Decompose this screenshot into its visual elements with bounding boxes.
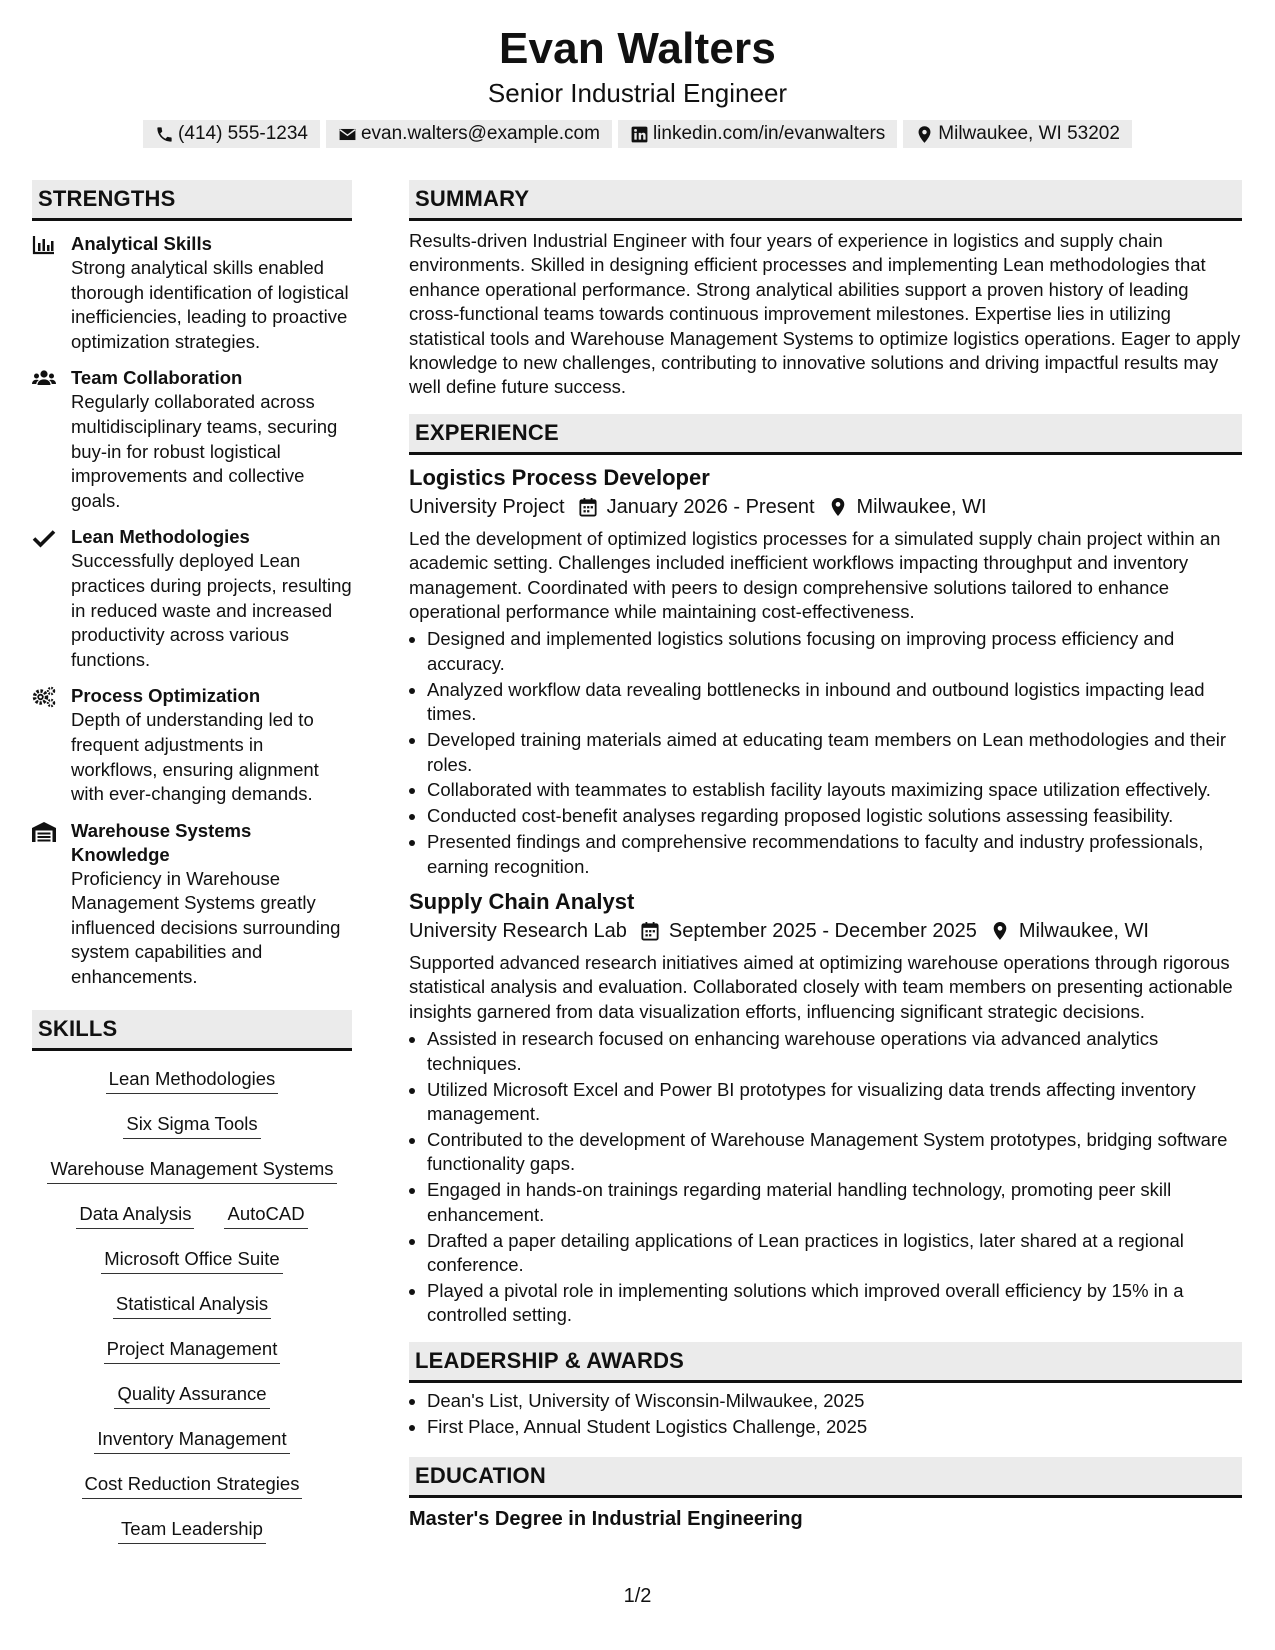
users-icon [32, 368, 56, 390]
bullet-item: • Analyzed workflow data revealing bottlenecks in inbound and outbound logistics impacting lead times. [427, 678, 1242, 727]
strength-item [32, 366, 352, 513]
contact-bar [0, 120, 1275, 148]
skill-tag: AutoCAD [224, 1202, 307, 1229]
right-column [409, 180, 1242, 1532]
location-pin-icon [829, 497, 847, 517]
bar-chart-icon [32, 234, 56, 256]
bullet-item: • Assisted in research focused on enhancing warehouse operations via advanced analytics techniques. [427, 1027, 1242, 1076]
warehouse-icon [32, 821, 56, 843]
awards-heading: LEADERSHIP & AWARDS [409, 1342, 1242, 1383]
skill-tag: Microsoft Office Suite [101, 1247, 282, 1274]
bullet-item: • Utilized Microsoft Excel and Power BI prototypes for visualizing data trends affecting inventory management. [427, 1078, 1242, 1127]
bullet-item: • Engaged in hands-on trainings regarding material handling technology, promoting peer skill enhancement. [427, 1178, 1242, 1227]
job-title: Logistics Process Developer [409, 464, 710, 490]
contact-location-text: Milwaukee, WI 53202 [938, 123, 1120, 144]
strength-item [32, 819, 352, 990]
job-org: University Research Lab [409, 920, 627, 943]
skill-tag: Warehouse Management Systems [47, 1157, 336, 1184]
strength-desc: Regularly collaborated across multidisciplinary teams, securing buy-in for robust logistical improvements and collective goals. [71, 391, 338, 511]
skills-heading: SKILLS [32, 1010, 352, 1051]
strength-title: Process Optimization [71, 685, 261, 707]
envelope-icon [338, 125, 357, 144]
bullet-item: • Played a pivotal role in implementing solutions which improved overall efficiency by 15% in a controlled setting. [427, 1279, 1242, 1328]
location-pin-icon [915, 125, 934, 144]
contact-phone-text: (414) 555-1234 [178, 123, 308, 144]
skill-tag: Lean Methodologies [106, 1067, 279, 1094]
skill-tag: Team Leadership [118, 1517, 266, 1544]
phone-icon [155, 125, 174, 144]
strengths-heading: STRENGTHS [32, 180, 352, 221]
job-location: Milwaukee, WI [1018, 920, 1149, 943]
gears-icon [32, 686, 56, 708]
experience-heading: EXPERIENCE [409, 414, 1242, 455]
awards-list [409, 1389, 1242, 1439]
award-item: • First Place, Annual Student Logistics Challenge, 2025 [427, 1415, 1242, 1439]
skills-list [32, 1057, 352, 1552]
job-org: University Project [409, 495, 565, 518]
contact-linkedin[interactable] [618, 120, 897, 148]
summary-heading: SUMMARY [409, 180, 1242, 221]
job-entry [409, 463, 1242, 879]
contact-email-text: evan.walters@example.com [360, 123, 600, 144]
skill-tag: Quality Assurance [114, 1382, 269, 1409]
skill-tag: Cost Reduction Strategies [82, 1472, 303, 1499]
job-description: Supported advanced research initiatives aimed at optimizing warehouse operations through rigorous statistical analysis and evaluation. Collaborated closely with team members on presenting actionable insights garnered from data visualization efforts, influencing significant strategic decisions. [409, 952, 1233, 1022]
candidate-title: Senior Industrial Engineer [487, 78, 788, 108]
job-bullets [409, 627, 1242, 879]
strength-title: Team Collaboration [71, 367, 243, 389]
strength-desc: Strong analytical skills enabled thorough identification of logistical inefficiencies, leading to proactive optimization strategies. [71, 257, 349, 352]
contact-location [903, 120, 1132, 148]
calendar-icon [641, 921, 659, 941]
strength-desc: Successfully deployed Lean practices during projects, resulting in reduced waste and increased productivity across various functions. [71, 550, 352, 670]
contact-email[interactable] [326, 120, 612, 148]
job-meta [409, 493, 1242, 521]
contact-phone[interactable] [143, 120, 320, 148]
skill-tag: Project Management [104, 1337, 281, 1364]
skill-tag: Inventory Management [94, 1427, 289, 1454]
job-dates: January 2026 - Present [606, 495, 815, 518]
bullet-item: • Conducted cost-benefit analyses regarding proposed logistic solutions assessing feasibility. [427, 804, 1242, 828]
checkmark-icon [32, 527, 56, 549]
resume-header [0, 22, 1275, 148]
education-heading: EDUCATION [409, 1457, 1242, 1498]
linkedin-icon [630, 125, 649, 144]
calendar-icon [579, 497, 597, 517]
job-dates: September 2025 - December 2025 [668, 920, 977, 943]
bullet-item: • Presented findings and comprehensive recommendations to faculty and industry professionals, earning recognition. [427, 830, 1242, 879]
bullet-item: • Collaborated with teammates to establish facility layouts maximizing space utilization effectively. [427, 778, 1242, 802]
contact-linkedin-text: linkedin.com/in/evanwalters [652, 123, 886, 144]
strength-title: Warehouse Systems Knowledge [71, 819, 252, 865]
candidate-name: Evan Walters [498, 24, 777, 73]
strength-desc: Proficiency in Warehouse Management Systems greatly influenced decisions surrounding system capabilities and enhancements. [71, 867, 341, 988]
summary-text: Results-driven Industrial Engineer with four years of experience in logistics and supply chain environments. Skilled in designing efficient processes and implementing Lean methodologies that enhance operational performance. Strong analytical abilities support a proven history of leading cross-functional teams towards continuous improvement milestones. Expertise lies in utilizing statistical tools and Warehouse Management Systems to optimize logistics operations. Eager to apply knowledge to new challenges, contributing to innovative solutions and driving impactful results may well define future success. [409, 230, 1241, 398]
job-title: Supply Chain Analyst [409, 889, 635, 915]
left-column [32, 180, 352, 1552]
strength-title: Analytical Skills [71, 233, 212, 254]
job-meta [409, 917, 1242, 945]
job-location: Milwaukee, WI [856, 495, 987, 518]
bullet-item: • Developed training materials aimed at educating team members on Lean methodologies and their roles. [427, 728, 1242, 777]
job-description: Led the development of optimized logistics processes for a simulated supply chain project within an academic setting. Challenges included inefficient workflows impacting throughput and inventory management. Coordinated with peers to design comprehensive solutions tailored to enhance operational performance while maintaining cost-effectiveness. [409, 527, 1221, 623]
strength-item [32, 684, 352, 806]
strength-desc: Depth of understanding led to frequent adjustments in workflows, ensuring alignment with ever-changing demands. [71, 709, 319, 805]
award-item: • Dean's List, University of Wisconsin-Milwaukee, 2025 [427, 1389, 1242, 1413]
job-bullets [409, 1027, 1242, 1327]
page-number: 1/2 [623, 1585, 652, 1607]
bullet-item: • Designed and implemented logistics solutions focusing on improving process efficiency and accuracy. [427, 627, 1242, 676]
skill-tag: Statistical Analysis [113, 1292, 271, 1319]
skill-tag: Six Sigma Tools [123, 1112, 260, 1139]
bullet-item: • Drafted a paper detailing applications of Lean practices in logistics, later shared at a regional conference. [427, 1229, 1242, 1278]
bullet-item: • Contributed to the development of Warehouse Management System prototypes, bridging software functionality gaps. [427, 1128, 1242, 1177]
strength-item [32, 525, 352, 672]
skill-tag: Data Analysis [76, 1202, 194, 1229]
job-entry [409, 887, 1242, 1328]
education-degree: Master's Degree in Industrial Engineering [409, 1507, 803, 1530]
location-pin-icon [991, 921, 1009, 941]
strength-title: Lean Methodologies [71, 526, 250, 548]
strength-item [32, 232, 352, 354]
